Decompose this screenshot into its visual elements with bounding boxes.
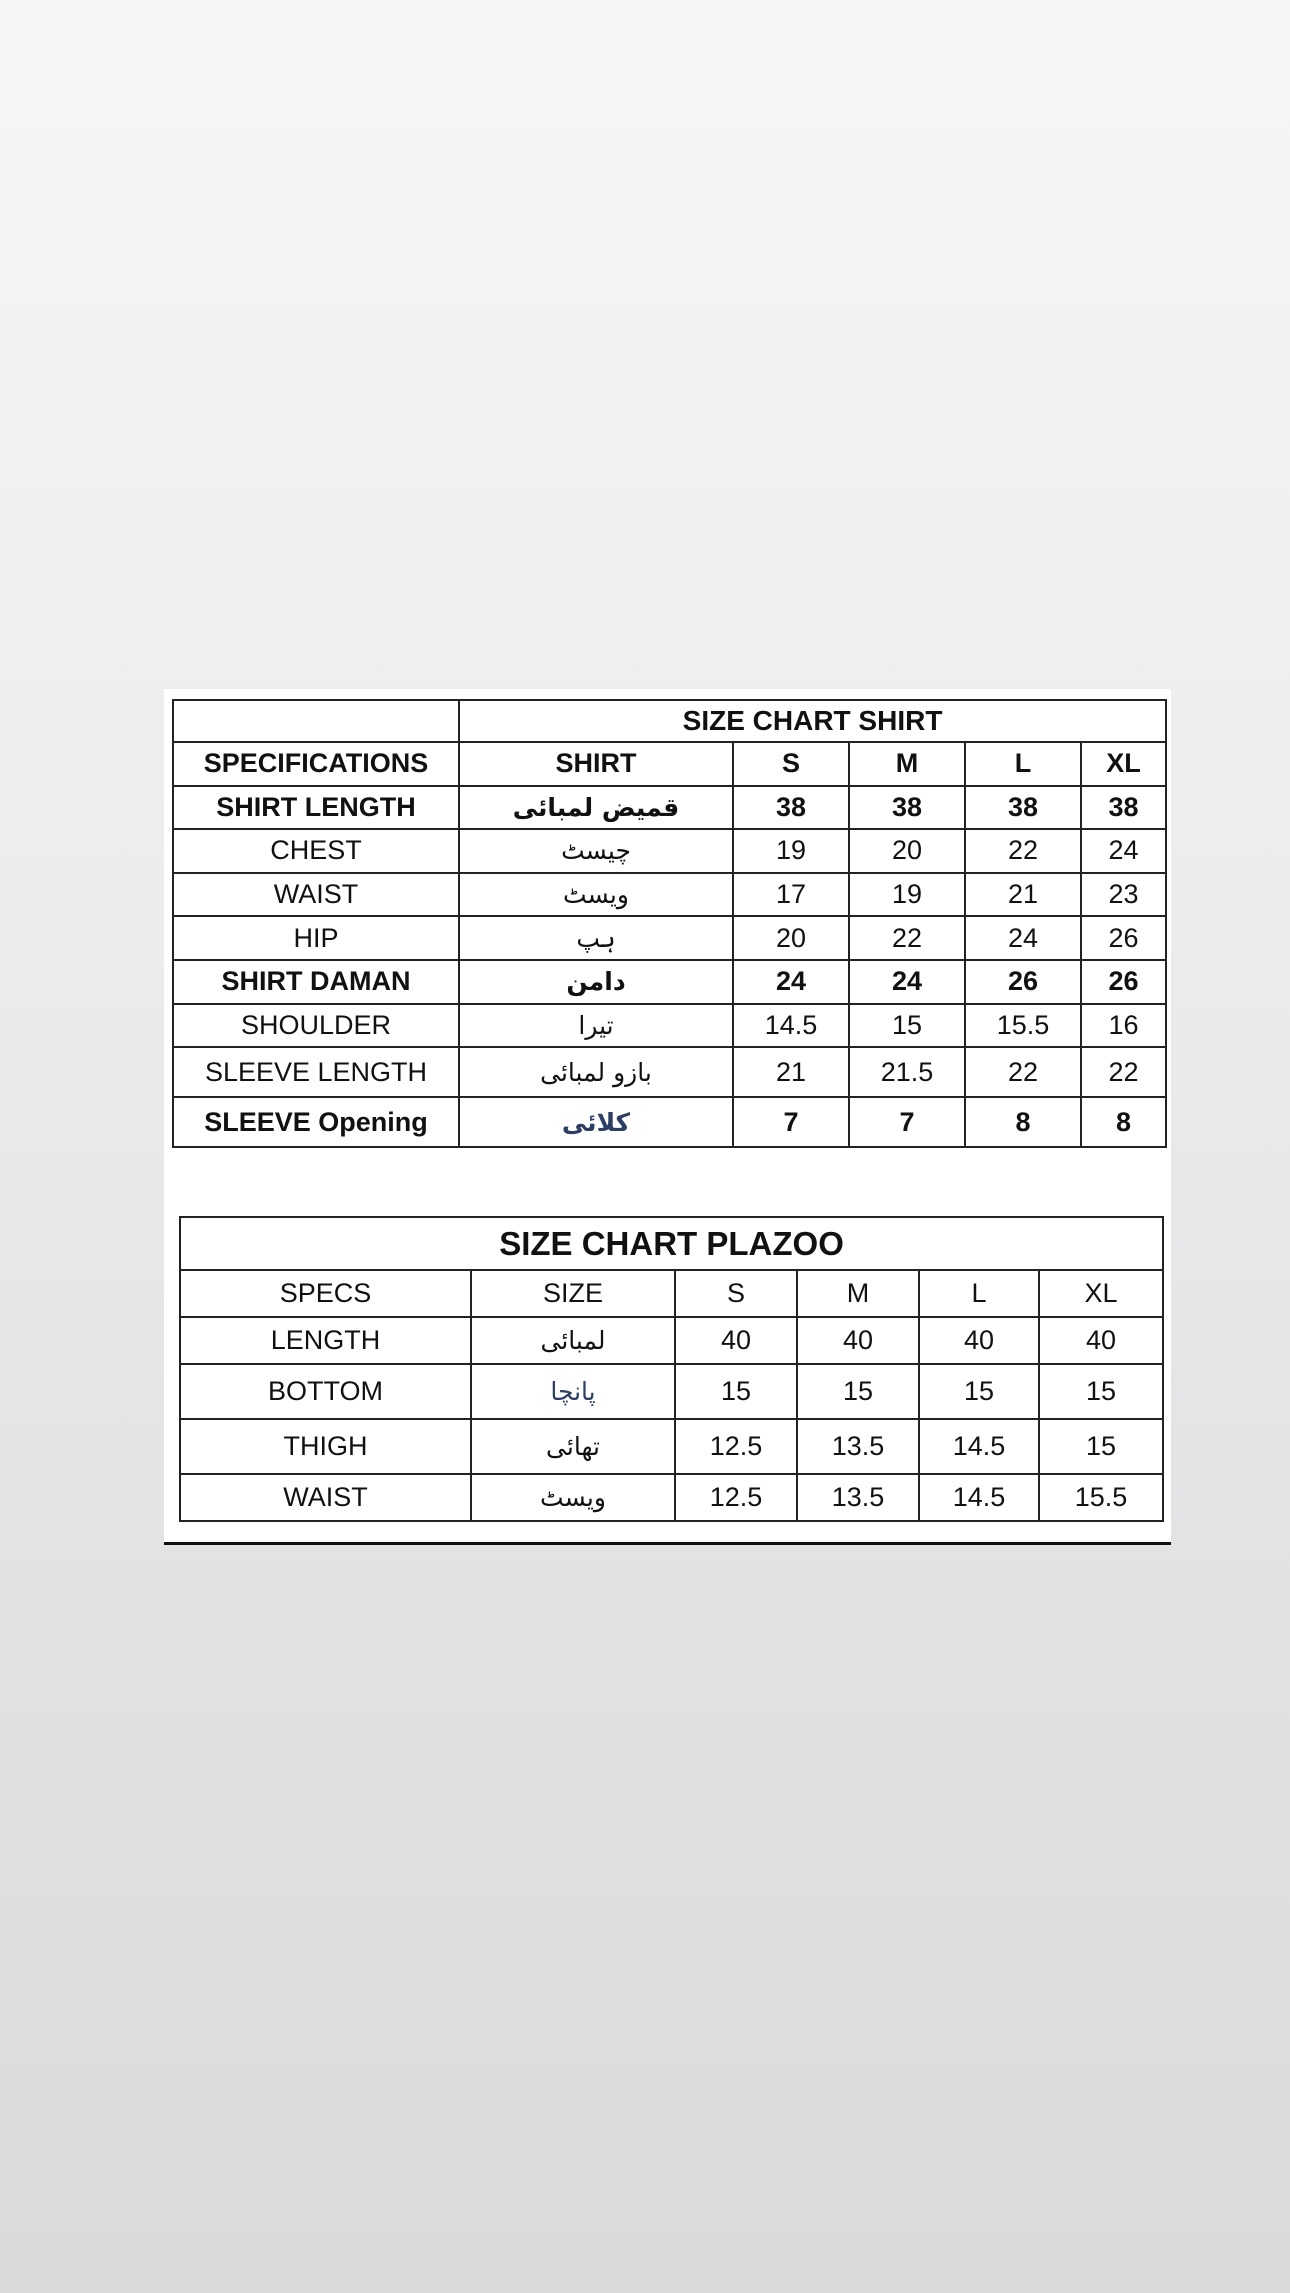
value-l: 21 xyxy=(965,873,1081,917)
header-xl: XL xyxy=(1081,742,1166,786)
value-xl: 40 xyxy=(1039,1317,1163,1364)
shirt-chart-title: SIZE CHART SHIRT xyxy=(459,700,1166,742)
value-xl: 22 xyxy=(1081,1047,1166,1097)
value-xl: 15 xyxy=(1039,1419,1163,1474)
value-s: 20 xyxy=(733,916,849,960)
header-xl: XL xyxy=(1039,1270,1163,1317)
spec-label: HIP xyxy=(173,916,459,960)
table-row xyxy=(173,873,1166,917)
spec-label: CHEST xyxy=(173,829,459,873)
spec-label: WAIST xyxy=(180,1474,471,1521)
urdu-label: قمیض لمبائی xyxy=(459,786,733,830)
urdu-label: پانچا xyxy=(471,1364,675,1419)
header-l: L xyxy=(965,742,1081,786)
header-specs: SPECS xyxy=(180,1270,471,1317)
value-l: 8 xyxy=(965,1097,1081,1147)
urdu-label: تیرا xyxy=(459,1004,733,1048)
value-m: 22 xyxy=(849,916,965,960)
table-row xyxy=(180,1419,1163,1474)
value-m: 21.5 xyxy=(849,1047,965,1097)
urdu-label: ہپ xyxy=(459,916,733,960)
value-xl: 26 xyxy=(1081,916,1166,960)
table-row xyxy=(180,1364,1163,1419)
urdu-label: ویسٹ xyxy=(459,873,733,917)
plazoo-chart-title: SIZE CHART PLAZOO xyxy=(180,1217,1163,1270)
header-shirt: SHIRT xyxy=(459,742,733,786)
header-s: S xyxy=(733,742,849,786)
urdu-label: تھائی xyxy=(471,1419,675,1474)
value-m: 19 xyxy=(849,873,965,917)
empty-header-cell xyxy=(173,700,459,742)
value-s: 15 xyxy=(675,1364,797,1419)
value-m: 38 xyxy=(849,786,965,830)
value-xl: 26 xyxy=(1081,960,1166,1004)
value-s: 21 xyxy=(733,1047,849,1097)
shirt-header-row xyxy=(173,742,1166,786)
value-m: 13.5 xyxy=(797,1474,919,1521)
table-row xyxy=(180,1317,1163,1364)
value-m: 13.5 xyxy=(797,1419,919,1474)
value-m: 40 xyxy=(797,1317,919,1364)
header-l: L xyxy=(919,1270,1039,1317)
value-s: 40 xyxy=(675,1317,797,1364)
urdu-label: چیسٹ xyxy=(459,829,733,873)
urdu-label: ویسٹ xyxy=(471,1474,675,1521)
urdu-label: لمبائی xyxy=(471,1317,675,1364)
spec-label: THIGH xyxy=(180,1419,471,1474)
value-l: 22 xyxy=(965,829,1081,873)
urdu-label: دامن xyxy=(459,960,733,1004)
value-l: 40 xyxy=(919,1317,1039,1364)
value-l: 15.5 xyxy=(965,1004,1081,1048)
value-l: 14.5 xyxy=(919,1419,1039,1474)
value-s: 7 xyxy=(733,1097,849,1147)
value-s: 24 xyxy=(733,960,849,1004)
spec-label: WAIST xyxy=(173,873,459,917)
shirt-title-row xyxy=(173,700,1166,742)
value-xl: 15.5 xyxy=(1039,1474,1163,1521)
table-row xyxy=(173,916,1166,960)
table-row xyxy=(173,1004,1166,1048)
value-m: 7 xyxy=(849,1097,965,1147)
value-s: 14.5 xyxy=(733,1004,849,1048)
value-s: 12.5 xyxy=(675,1474,797,1521)
spec-label: SLEEVE LENGTH xyxy=(173,1047,459,1097)
value-m: 15 xyxy=(849,1004,965,1048)
header-size: SIZE xyxy=(471,1270,675,1317)
value-l: 14.5 xyxy=(919,1474,1039,1521)
value-l: 24 xyxy=(965,916,1081,960)
value-m: 24 xyxy=(849,960,965,1004)
urdu-label: کلائی xyxy=(459,1097,733,1147)
value-l: 22 xyxy=(965,1047,1081,1097)
header-m: M xyxy=(849,742,965,786)
spec-label: SHOULDER xyxy=(173,1004,459,1048)
urdu-label: بازو لمبائی xyxy=(459,1047,733,1097)
plazoo-header-row xyxy=(180,1270,1163,1317)
table-row xyxy=(173,829,1166,873)
value-s: 12.5 xyxy=(675,1419,797,1474)
value-m: 15 xyxy=(797,1364,919,1419)
value-s: 19 xyxy=(733,829,849,873)
size-chart-sheet xyxy=(164,689,1171,1545)
value-l: 15 xyxy=(919,1364,1039,1419)
spec-label: SHIRT LENGTH xyxy=(173,786,459,830)
shirt-size-table xyxy=(172,699,1167,1148)
value-l: 38 xyxy=(965,786,1081,830)
value-xl: 24 xyxy=(1081,829,1166,873)
value-xl: 38 xyxy=(1081,786,1166,830)
spec-label: SHIRT DAMAN xyxy=(173,960,459,1004)
spec-label: SLEEVE Opening xyxy=(173,1097,459,1147)
header-m: M xyxy=(797,1270,919,1317)
table-row xyxy=(173,1097,1166,1147)
header-s: S xyxy=(675,1270,797,1317)
value-xl: 8 xyxy=(1081,1097,1166,1147)
table-row xyxy=(173,786,1166,830)
value-xl: 23 xyxy=(1081,873,1166,917)
header-specifications: SPECIFICATIONS xyxy=(173,742,459,786)
spec-label: LENGTH xyxy=(180,1317,471,1364)
table-row xyxy=(180,1474,1163,1521)
spec-label: BOTTOM xyxy=(180,1364,471,1419)
value-l: 26 xyxy=(965,960,1081,1004)
value-xl: 15 xyxy=(1039,1364,1163,1419)
value-s: 17 xyxy=(733,873,849,917)
table-row xyxy=(173,960,1166,1004)
table-row xyxy=(173,1047,1166,1097)
value-s: 38 xyxy=(733,786,849,830)
plazoo-size-table xyxy=(179,1216,1164,1522)
plazoo-title-row xyxy=(180,1217,1163,1270)
value-m: 20 xyxy=(849,829,965,873)
value-xl: 16 xyxy=(1081,1004,1166,1048)
